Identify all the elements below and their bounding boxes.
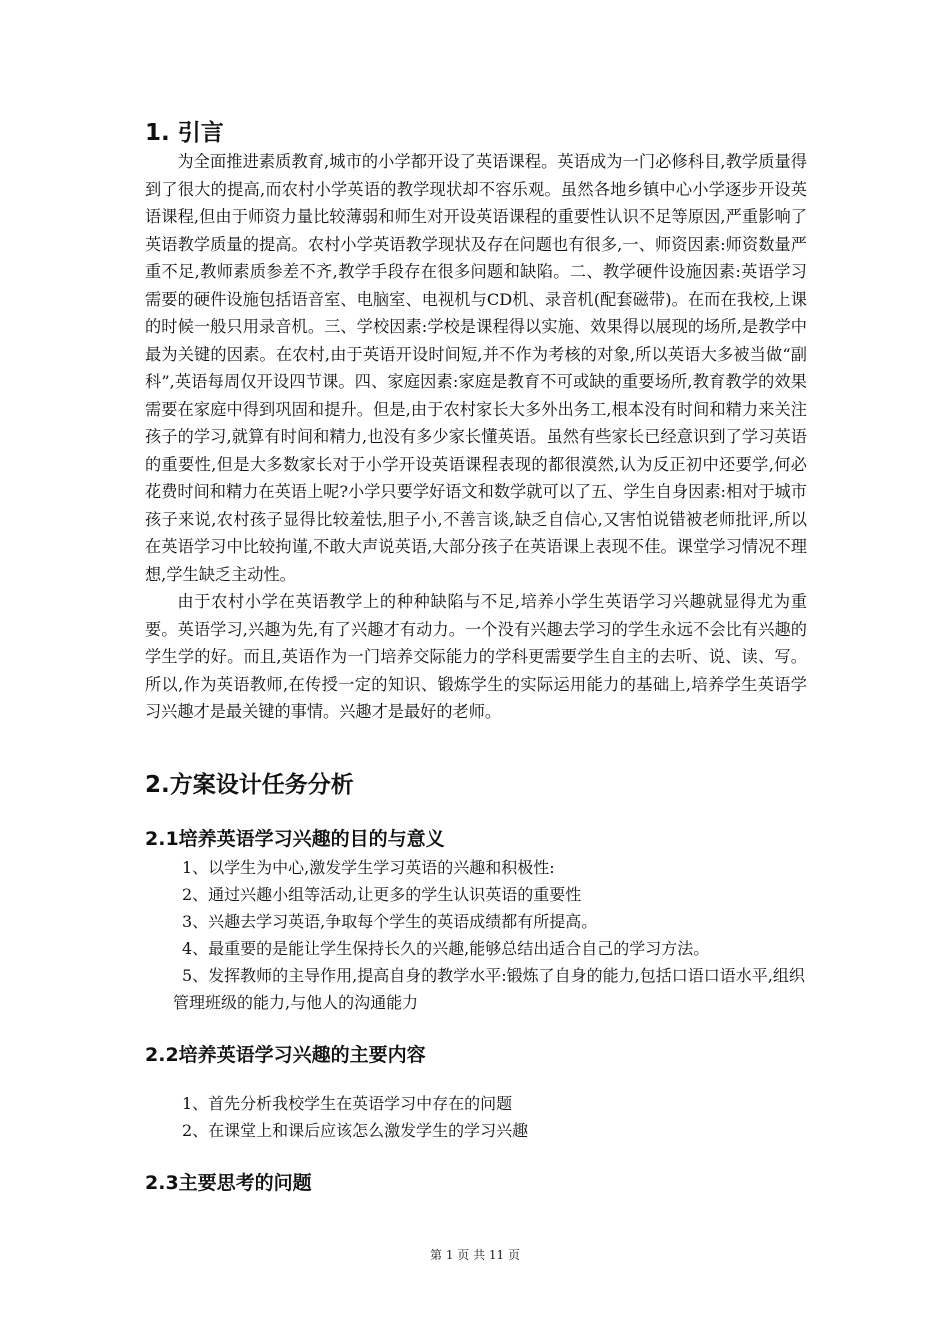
section-2-1-list [145,854,807,1016]
list-item: 1、以学生为中心,激发学生学习英语的兴趣和积极性: [182,857,555,877]
section-2-heading: 2.方案设计任务分析 [145,771,354,798]
list-item: 5、发挥教师的主导作用,提高自身的教学水平:锻炼了自身的能力,包括口语口语水平,组织管理班级的能力,与他人的沟通能力 [173,965,805,1012]
list-item: 1、首先分析我校学生在英语学习中存在的问题 [182,1093,513,1113]
document-page [145,118,807,1196]
section-2-2-heading: 2.2培养英语学习兴趣的主要内容 [145,1043,426,1066]
section-2-2-list [145,1090,807,1144]
section-2-1-heading: 2.1培养英语学习兴趣的目的与意义 [145,827,445,850]
intro-paragraph-1: 为全面推进素质教育,城市的小学都开设了英语课程。英语成为一门必修科目,教学质量得到了很大的提高,而农村小学英语的教学现状却不容乐观。虽然各地乡镇中心小学逐步开设英语课程,但由于师资力量比较薄弱和师生对开设英语课程的重要性认识不足等原因,严重影响了英语教学质量的提高。农村小学英语教学现状及存在问题也有很多,一、师资因素:师资数量严重不足,教师素质参差不齐,教学手段存在很多问题和缺陷。二、教学硬件设施因素:英语学习需要的硬件设施包括语音室、电脑室、电视机与CD机、录音机(配套磁带)。在而在我校,上课的时候一般只用录音机。三、学校因素:学校是课程得以实施、效果得以展现的场所,是教学中最为关键的因素。在农村,由于英语开设时间短,并不作为考核的对象,所以英语大多被当做“副科”,英语每周仅开设四节课。四、家庭因素:家庭是教育不可或缺的重要场所,教育教学的效果需要在家庭中得到巩固和提升。但是,由于农村家长大多外出务工,根本没有时间和精力来关注孩子的学习,就算有时间和精力,也没有多少家长懂英语。虽然有些家长已经意识到了学习英语的重要性,但是大多数家长对于小学开设英语课程表现的都很漠然,认为反正初中还要学,何必花费时间和精力在英语上呢?小学只要学好语文和数学就可以了五、学生自身因素:相对于城市孩子来说,农村孩子显得比较羞怯,胆子小,不善言谈,缺乏自信心,又害怕说错被老师批评,所以在英语学习中比较拘谨,不敢大声说英语,大部分孩子在英语课上表现不佳。课堂学习情况不理想,学生缺乏主动性。 [145,152,807,584]
page-footer: 第 1 页 共 11 页 [430,1248,520,1262]
section-1-heading: 1. 引言 [145,120,224,146]
intro-paragraph-2: 由于农村小学在英语教学上的种种缺陷与不足,培养小学生英语学习兴趣就显得尤为重要。英语学习,兴趣为先,有了兴趣才有动力。一个没有兴趣去学习的学生永远不会比有兴趣的学生学的好。而且,英语作为一门培养交际能力的学科更需要学生自主的去听、说、读、写。所以,作为英语教师,在传授一定的知识、锻炼学生的实际运用能力的基础上,培养学生英语学习兴趣才是最关键的事情。兴趣才是最好的老师。 [145,592,807,721]
list-item: 4、最重要的是能让学生保持长久的兴趣,能够总结出适合自己的学习方法。 [182,938,710,958]
list-item: 2、通过兴趣小组等活动,让更多的学生认识英语的重要性 [182,884,582,904]
section-2-3-heading: 2.3主要思考的问题 [145,1171,312,1194]
list-item: 2、在课堂上和课后应该怎么激发学生的学习兴趣 [182,1120,529,1140]
list-item: 3、兴趣去学习英语,争取每个学生的英语成绩都有所提高。 [182,911,598,931]
